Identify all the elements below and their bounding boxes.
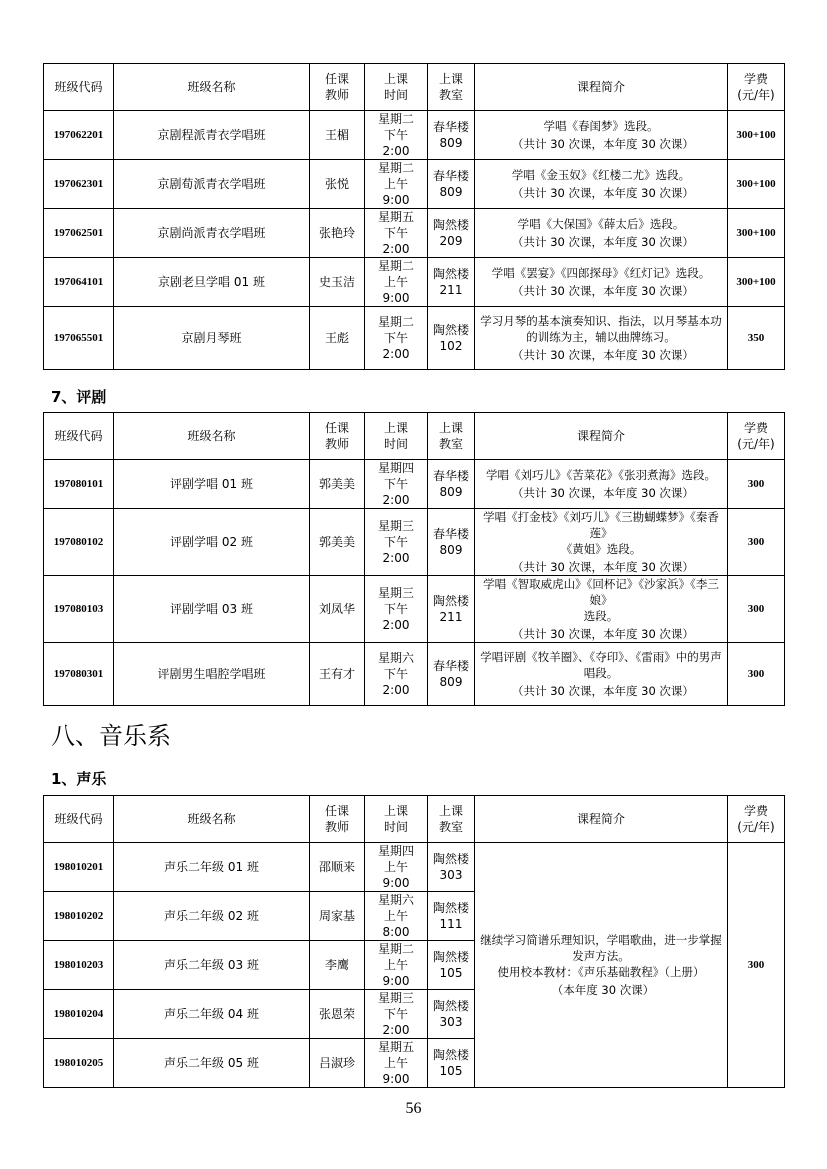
class-time <box>365 258 428 307</box>
teacher-name: 王彪 <box>310 307 365 370</box>
class-name: 评剧男生唱腔学唱班 <box>114 643 310 706</box>
class-name: 京剧荀派青衣学唱班 <box>114 160 310 209</box>
tuition-fee: 300 <box>728 643 785 706</box>
description-line: 唱段。 <box>583 666 619 680</box>
room-number: 809 <box>439 675 463 689</box>
class-code: 197065501 <box>44 307 114 370</box>
classroom <box>428 576 475 643</box>
room-number: 105 <box>439 1064 463 1078</box>
course-description <box>475 509 728 576</box>
course-description <box>475 160 728 209</box>
tuition-fee: 300+100 <box>728 258 785 307</box>
teacher-name: 王有才 <box>310 643 365 706</box>
classroom <box>428 460 475 509</box>
class-time <box>365 990 428 1039</box>
table-row <box>44 843 785 892</box>
class-hour: 下午 2:00 <box>382 667 410 697</box>
description-line: 学唱《智取威虎山》《回杯记》《沙家浜》《李三娘》 <box>483 577 719 607</box>
class-hour: 下午 2:00 <box>382 331 410 361</box>
class-name: 评剧学唱 02 班 <box>114 509 310 576</box>
header-room: 上课 教室 <box>428 64 475 111</box>
header-name: 班级名称 <box>114 796 310 843</box>
class-weekday: 星期六 <box>377 651 414 665</box>
building-name: 陶然楼 <box>432 999 469 1013</box>
header-code: 班级代码 <box>44 64 114 111</box>
header-fee: 学费 (元/年) <box>728 64 785 111</box>
class-code: 197080101 <box>44 460 114 509</box>
class-time <box>365 643 428 706</box>
description-line: 选段。 <box>583 609 619 623</box>
section-heading-pingju: 7、评剧 <box>51 388 107 406</box>
room-number: 809 <box>439 185 463 199</box>
class-name: 京剧月琴班 <box>114 307 310 370</box>
teacher-name: 邵顺来 <box>310 843 365 892</box>
class-name: 评剧学唱 01 班 <box>114 460 310 509</box>
classroom <box>428 111 475 160</box>
class-code: 198010201 <box>44 843 114 892</box>
building-name: 春华楼 <box>432 469 469 483</box>
building-name: 春华楼 <box>432 120 469 134</box>
class-weekday: 星期二 <box>377 942 414 956</box>
classroom <box>428 643 475 706</box>
class-weekday: 星期三 <box>377 586 414 600</box>
room-number: 211 <box>439 610 463 624</box>
classroom <box>428 209 475 258</box>
classroom <box>428 258 475 307</box>
description-line: 学唱《金玉奴》《红楼二尤》选段。 <box>511 168 691 182</box>
class-time <box>365 843 428 892</box>
class-weekday: 星期四 <box>377 461 414 475</box>
building-name: 春华楼 <box>432 169 469 183</box>
description-line: 学唱评剧《牧羊圈》、《夺印》、《雷雨》中的男声 <box>480 650 722 664</box>
tuition-fee: 300 <box>728 509 785 576</box>
session-note: （本年度 30 次课） <box>551 983 655 997</box>
class-name: 京剧老旦学唱 01 班 <box>114 258 310 307</box>
vocal-course-table <box>43 795 785 1088</box>
class-weekday: 星期三 <box>377 519 414 533</box>
class-time <box>365 941 428 990</box>
tuition-fee: 300+100 <box>728 111 785 160</box>
classroom <box>428 1039 475 1088</box>
header-name: 班级名称 <box>114 413 310 460</box>
course-description <box>475 307 728 370</box>
peking-opera-course-table <box>43 63 785 370</box>
class-name: 声乐二年级 05 班 <box>114 1039 310 1088</box>
description-line: 学唱《春闺梦》选段。 <box>543 119 659 133</box>
description-line: 发声方法。 <box>572 949 630 963</box>
header-fee: 学费 (元/年) <box>728 796 785 843</box>
room-number: 809 <box>439 543 463 557</box>
section-heading-vocal: 1、声乐 <box>51 770 107 788</box>
class-time <box>365 509 428 576</box>
class-code: 197080301 <box>44 643 114 706</box>
building-name: 陶然楼 <box>432 1048 469 1062</box>
header-fee: 学费 (元/年) <box>728 413 785 460</box>
table-row <box>44 643 785 706</box>
class-time <box>365 576 428 643</box>
teacher-name: 张悦 <box>310 160 365 209</box>
class-time <box>365 160 428 209</box>
class-time <box>365 460 428 509</box>
class-weekday: 星期二 <box>377 112 414 126</box>
table-header-row <box>44 413 785 460</box>
classroom <box>428 307 475 370</box>
class-weekday: 星期五 <box>377 210 414 224</box>
page-number: 56 <box>405 1100 422 1117</box>
table-row <box>44 509 785 576</box>
header-desc: 课程简介 <box>475 64 728 111</box>
room-number: 105 <box>439 966 463 980</box>
session-note: （共计 30 次课，本年度 30 次课） <box>512 627 694 641</box>
header-code: 班级代码 <box>44 796 114 843</box>
class-code: 198010202 <box>44 892 114 941</box>
classroom <box>428 509 475 576</box>
tuition-fee: 350 <box>728 307 785 370</box>
class-code: 198010203 <box>44 941 114 990</box>
class-hour: 下午 2:00 <box>382 1007 410 1037</box>
class-hour: 下午 2:00 <box>382 128 410 158</box>
table-row <box>44 111 785 160</box>
room-number: 209 <box>439 234 463 248</box>
teacher-name: 刘凤华 <box>310 576 365 643</box>
class-weekday: 星期六 <box>377 893 414 907</box>
description-line: 学习月琴的基本演奏知识、指法，以月琴基本功 <box>480 314 722 328</box>
room-number: 111 <box>439 917 463 931</box>
table-row <box>44 160 785 209</box>
header-name: 班级名称 <box>114 64 310 111</box>
teacher-name: 张恩荣 <box>310 990 365 1039</box>
course-description <box>475 209 728 258</box>
classroom <box>428 160 475 209</box>
class-hour: 上午 9:00 <box>382 275 410 305</box>
class-hour: 下午 2:00 <box>382 226 410 256</box>
tuition-fee: 300 <box>728 460 785 509</box>
room-number: 303 <box>439 868 463 882</box>
table-header-row <box>44 64 785 111</box>
class-hour: 上午 9:00 <box>382 860 410 890</box>
class-name: 评剧学唱 03 班 <box>114 576 310 643</box>
class-code: 198010205 <box>44 1039 114 1088</box>
description-line: 学唱《罢宴》《四郎探母》《红灯记》选段。 <box>491 266 711 280</box>
header-desc: 课程简介 <box>475 796 728 843</box>
table-row <box>44 307 785 370</box>
class-code: 197080103 <box>44 576 114 643</box>
table-header-row <box>44 796 785 843</box>
header-teacher: 任课 教师 <box>310 64 365 111</box>
room-number: 809 <box>439 136 463 150</box>
building-name: 春华楼 <box>432 659 469 673</box>
teacher-name: 史玉洁 <box>310 258 365 307</box>
teacher-name: 李鹰 <box>310 941 365 990</box>
building-name: 陶然楼 <box>432 901 469 915</box>
building-name: 陶然楼 <box>432 323 469 337</box>
class-weekday: 星期三 <box>377 991 414 1005</box>
section-heading-music: 八、音乐系 <box>51 722 171 750</box>
description-line: 《黄姐》选段。 <box>560 542 642 556</box>
class-code: 197062301 <box>44 160 114 209</box>
class-hour: 上午 9:00 <box>382 1056 410 1086</box>
class-name: 声乐二年级 04 班 <box>114 990 310 1039</box>
course-description <box>475 643 728 706</box>
class-code: 197064101 <box>44 258 114 307</box>
class-time <box>365 892 428 941</box>
pingju-course-table <box>43 412 785 706</box>
session-note: （共计 30 次课，本年度 30 次课） <box>512 560 694 574</box>
tuition-fee: 300+100 <box>728 209 785 258</box>
course-description <box>475 460 728 509</box>
class-weekday: 星期二 <box>377 259 414 273</box>
classroom <box>428 990 475 1039</box>
class-hour: 下午 2:00 <box>382 477 410 507</box>
tuition-fee: 300 <box>728 843 785 1088</box>
header-room: 上课 教室 <box>428 796 475 843</box>
class-weekday: 星期四 <box>377 844 414 858</box>
building-name: 陶然楼 <box>432 852 469 866</box>
class-weekday: 星期五 <box>377 1040 414 1054</box>
class-name: 声乐二年级 03 班 <box>114 941 310 990</box>
class-time <box>365 209 428 258</box>
room-number: 211 <box>439 283 463 297</box>
description-line: 的训练为主，辅以曲牌练习。 <box>526 330 676 344</box>
classroom <box>428 892 475 941</box>
class-hour: 上午 9:00 <box>382 177 410 207</box>
header-time: 上课 时间 <box>365 64 428 111</box>
classroom <box>428 941 475 990</box>
classroom <box>428 843 475 892</box>
header-time: 上课 时间 <box>365 796 428 843</box>
teacher-name: 吕淑珍 <box>310 1039 365 1088</box>
course-description <box>475 843 728 1088</box>
class-weekday: 星期二 <box>377 161 414 175</box>
table-row <box>44 258 785 307</box>
header-room: 上课 教室 <box>428 413 475 460</box>
class-time <box>365 1039 428 1088</box>
room-number: 303 <box>439 1015 463 1029</box>
course-description <box>475 111 728 160</box>
session-note: （共计 30 次课，本年度 30 次课） <box>512 137 694 151</box>
class-code: 198010204 <box>44 990 114 1039</box>
building-name: 陶然楼 <box>432 950 469 964</box>
table-row <box>44 460 785 509</box>
description-line: 学唱《打金枝》《刘巧儿》《三勘蝴蝶梦》《秦香莲》 <box>483 510 719 540</box>
description-line: 学唱《刘巧儿》《苦菜花》《张羽煮海》选段。 <box>486 468 716 482</box>
session-note: （共计 30 次课，本年度 30 次课） <box>512 348 694 362</box>
teacher-name: 郭美美 <box>310 509 365 576</box>
table-row <box>44 209 785 258</box>
class-name: 声乐二年级 02 班 <box>114 892 310 941</box>
session-note: （共计 30 次课，本年度 30 次课） <box>512 486 694 500</box>
session-note: （共计 30 次课，本年度 30 次课） <box>512 235 694 249</box>
room-number: 102 <box>439 339 463 353</box>
tuition-fee: 300 <box>728 576 785 643</box>
tuition-fee: 300+100 <box>728 160 785 209</box>
class-weekday: 星期二 <box>377 315 414 329</box>
class-code: 197080102 <box>44 509 114 576</box>
description-line: 学唱《大保国》《薛太后》选段。 <box>517 217 685 231</box>
teacher-name: 周家基 <box>310 892 365 941</box>
teacher-name: 张艳玲 <box>310 209 365 258</box>
session-note: （共计 30 次课，本年度 30 次课） <box>512 684 694 698</box>
header-time: 上课 时间 <box>365 413 428 460</box>
teacher-name: 王楣 <box>310 111 365 160</box>
class-hour: 下午 2:00 <box>382 602 410 632</box>
session-note: （共计 30 次课，本年度 30 次课） <box>512 284 694 298</box>
class-name: 京剧程派青衣学唱班 <box>114 111 310 160</box>
class-code: 197062201 <box>44 111 114 160</box>
class-code: 197062501 <box>44 209 114 258</box>
description-line: 继续学习简谱乐理知识，学唱歌曲，进一步掌握 <box>480 933 722 947</box>
class-hour: 上午 8:00 <box>382 909 410 939</box>
class-hour: 下午 2:00 <box>382 535 410 565</box>
header-teacher: 任课 教师 <box>310 796 365 843</box>
session-note: （共计 30 次课，本年度 30 次课） <box>512 186 694 200</box>
header-teacher: 任课 教师 <box>310 413 365 460</box>
building-name: 春华楼 <box>432 527 469 541</box>
class-name: 声乐二年级 01 班 <box>114 843 310 892</box>
building-name: 陶然楼 <box>432 594 469 608</box>
class-name: 京剧尚派青衣学唱班 <box>114 209 310 258</box>
table-row <box>44 576 785 643</box>
course-description <box>475 258 728 307</box>
header-code: 班级代码 <box>44 413 114 460</box>
course-description <box>475 576 728 643</box>
description-line: 使用校本教材：《声乐基础教程》（上册） <box>497 965 705 979</box>
room-number: 809 <box>439 485 463 499</box>
class-hour: 上午 9:00 <box>382 958 410 988</box>
class-time <box>365 111 428 160</box>
class-time <box>365 307 428 370</box>
header-desc: 课程简介 <box>475 413 728 460</box>
building-name: 陶然楼 <box>432 267 469 281</box>
building-name: 陶然楼 <box>432 218 469 232</box>
teacher-name: 郭美美 <box>310 460 365 509</box>
